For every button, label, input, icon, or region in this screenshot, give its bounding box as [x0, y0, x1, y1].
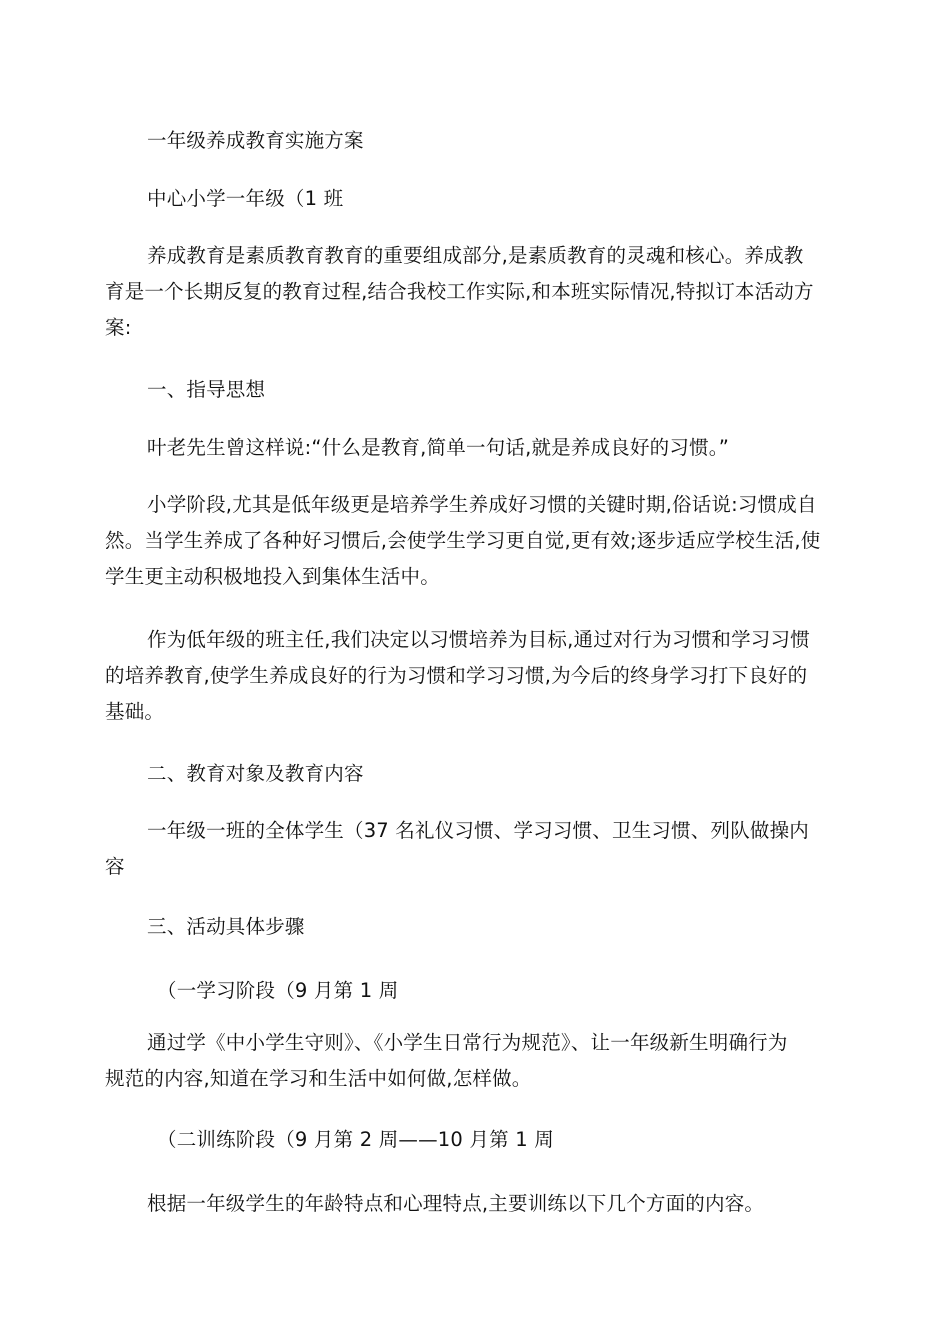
section-heading-2	[105, 756, 887, 792]
paragraph-line: 一年级一班的全体学生（37 名礼仪习惯、学习习惯、卫生习惯、列队做操内	[147, 819, 810, 842]
paragraph-line: 容	[105, 855, 125, 878]
paragraph-line: 根据一年级学生的年龄特点和心理特点,主要训练以下几个方面的内容。	[147, 1192, 765, 1215]
paragraph-education-target	[105, 813, 845, 885]
paragraph-line: 通过学《中小学生守则》、《小学生日常行为规范》、让一年级新生明确行为	[147, 1031, 788, 1054]
document-title	[105, 123, 887, 159]
paragraph-stage-2	[105, 1186, 887, 1222]
heading-text: （二训练阶段（9 月第 2 周——10 月第 1 周	[157, 1128, 554, 1151]
paragraph-line: 然。当学生养成了各种好习惯后,会使学生学习更自觉,更有效;逐步适应学校生活,使	[105, 529, 821, 552]
paragraph-line: 养成教育是素质教育教育的重要组成部分,是素质教育的灵魂和核心。养成教	[147, 244, 804, 267]
paragraph-line: 叶老先生曾这样说:“什么是教育,简单一句话,就是养成良好的习惯。”	[147, 436, 730, 459]
title-text: 一年级养成教育实施方案	[147, 129, 364, 152]
paragraph-line: 案:	[105, 316, 132, 339]
paragraph-line: 育是一个长期反复的教育过程,结合我校工作实际,和本班实际情况,特拟订本活动方	[105, 280, 814, 303]
quote-paragraph	[105, 430, 887, 466]
paragraph-line: 作为低年级的班主任,我们决定以习惯培养为目标,通过对行为习惯和学习习惯	[147, 628, 810, 651]
section-heading-3	[105, 909, 887, 945]
intro-paragraph	[105, 238, 845, 346]
stage-heading-1	[105, 973, 897, 1009]
heading-text: 二、教育对象及教育内容	[147, 762, 364, 785]
heading-text: （一学习阶段（9 月第 1 周	[157, 979, 399, 1002]
paragraph-line: 学生更主动积极地投入到集体生活中。	[105, 565, 440, 588]
school-class-line	[105, 181, 887, 217]
paragraph-primary-stage	[105, 487, 845, 595]
paragraph-line: 的培养教育,使学生养成良好的行为习惯和学习习惯,为今后的终身学习打下良好的	[105, 664, 808, 687]
heading-text: 三、活动具体步骤	[147, 915, 305, 938]
heading-text: 一、指导思想	[147, 378, 266, 401]
school-class-text: 中心小学一年级（1 班	[147, 187, 344, 210]
paragraph-head-teacher	[105, 622, 845, 730]
stage-heading-2	[105, 1122, 897, 1158]
paragraph-line: 规范的内容,知道在学习和生活中如何做,怎样做。	[105, 1067, 532, 1090]
section-heading-1	[105, 372, 887, 408]
paragraph-line: 基础。	[105, 700, 165, 723]
paragraph-line: 小学阶段,尤其是低年级更是培养学生养成好习惯的关键时期,俗话说:习惯成自	[147, 493, 817, 516]
paragraph-stage-1	[105, 1025, 845, 1097]
